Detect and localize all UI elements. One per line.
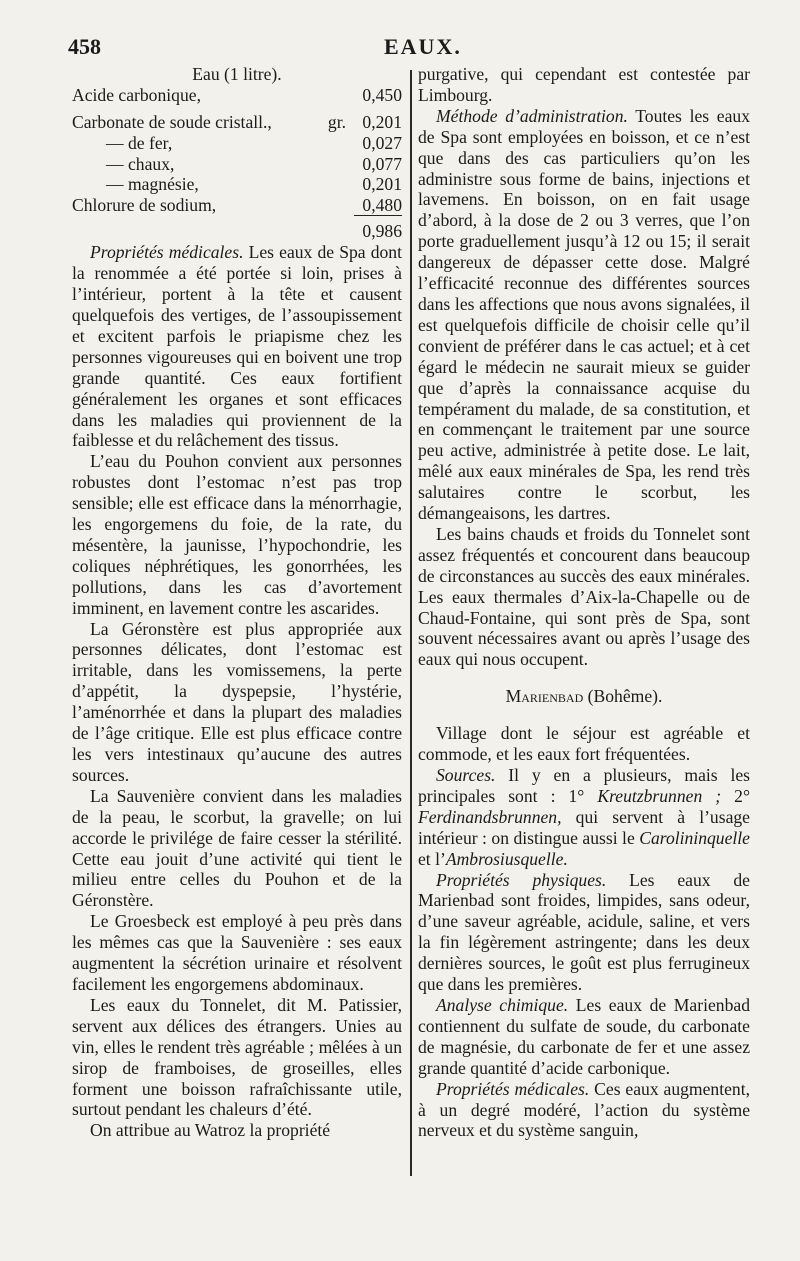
table-row: [72, 133, 402, 154]
row-value: 0,201: [362, 174, 402, 195]
paragraph: La Sauvenière convient dans les maladies de la peau, le scorbut, la gravelle; on lui accorde le privilége de faire cesser la stérilité. Cette eau jouit d’une activité qui tient le milieu entre celles du Pouhon et de la Géronstère.: [72, 785, 402, 911]
paragraph-label: Sources.: [436, 765, 496, 785]
section-region: (Bohême).: [583, 686, 663, 707]
paragraph: Village dont le séjour est agréable et commode, et les eaux fort fréquentées.: [418, 723, 750, 765]
row-unit: [310, 195, 354, 216]
paragraph-label: Propriétés physiques.: [436, 869, 607, 890]
composition-table: [72, 85, 402, 242]
row-unit: [310, 154, 354, 175]
paragraph: [418, 106, 750, 524]
paragraph-text: Les eaux de Spa dont la renommée a été portée si loin, prises à l’intérieur, portent à la tête et causent quelquefois des vertiges, de l’assoupissement et excitent parfois le priapisme chez les personnes vigoureuses qui en boivent une trop grande quantité. Ces eaux fortifient généralement les organes et sont efficaces dans les maladies qui proviennent de la faiblesse et du relâchement des tissus.: [72, 242, 402, 451]
row-value: 0,480: [354, 195, 402, 216]
paragraph-text: 2°: [721, 785, 750, 806]
column-divider: [410, 70, 412, 1176]
paragraph: Les bains chauds et froids du Tonnelet sont assez fréquentés et concourent dans beaucoup de circonstances au succès des eaux minérales. Les eaux thermales d’Aix-la-Chapelle ou de Chaud-Fontaine, qui sont près de Spa, sont souvent nécessaires avant ou après l’usage des eaux qui nous occupent.: [418, 523, 750, 670]
table-row: [72, 112, 402, 133]
paragraph-text: Les eaux de Marienbad contiennent du sulfate de soude, du carbonate de magnésie, du carbonate de fer et une assez grande quantité d’acide carbonique.: [418, 994, 750, 1078]
table-row: [72, 154, 402, 175]
row-name: — de fer,: [106, 132, 173, 153]
source-name: Carolininquelle: [639, 827, 750, 848]
row-value: 0,450: [362, 84, 402, 105]
page-header: [68, 30, 756, 62]
paragraph-text: qui servent à l’usage intérieur : on distingue aussi le: [418, 806, 750, 848]
paragraph: Le Groesbeck est employé à peu près dans les mêmes cas que la Sauvenière : ses eaux augmentent la sécrétion urinaire et résolvent facilement les engorgemens abdominaux.: [72, 911, 402, 994]
paragraph: [418, 765, 750, 870]
table-total-row: [72, 216, 402, 242]
section-heading: [418, 686, 750, 707]
source-name: Ferdinandsbrunnen,: [418, 806, 562, 827]
row-name: — chaux,: [106, 153, 175, 174]
row-value: 0,201: [362, 111, 402, 132]
table-total: 0,986: [362, 221, 402, 242]
paragraph: [72, 242, 402, 451]
right-column: [418, 64, 750, 1141]
row-name: — magnésie,: [106, 174, 199, 195]
running-head: EAUX.: [384, 34, 462, 59]
section-name: Marienbad: [505, 686, 584, 707]
paragraph: purgative, qui cependant est contestée par Limbourg.: [418, 64, 750, 105]
paragraph: [418, 870, 750, 995]
row-value: 0,077: [362, 153, 402, 174]
row-name: Acide carbonique,: [72, 84, 201, 105]
paragraph-text: et l’: [418, 848, 446, 869]
row-value: 0,027: [362, 132, 402, 153]
row-unit: [310, 133, 354, 154]
paragraph: [418, 1079, 750, 1142]
table-row: [72, 195, 402, 216]
row-name: Carbonate de soude cristall.,: [72, 111, 272, 132]
paragraph: On attribue au Watroz la propriété: [90, 1120, 331, 1141]
left-column: [72, 64, 402, 1141]
table-row: [72, 85, 402, 106]
row-unit: [310, 174, 354, 195]
source-name: Kreutzbrunnen ;: [597, 785, 722, 806]
paragraph: Les eaux du Tonnelet, dit M. Patissier, servent aux délices des étrangers. Unies au vin, elles le rendent très agréable ; mêlées à un sirop de framboises, de groseilles, elles forment une boisson rafraîchissante utile, surtout pendant les chaleurs d’été.: [72, 994, 402, 1120]
row-name: Chlorure de sodium,: [72, 195, 217, 216]
paragraph-label: Propriétés médicales.: [90, 242, 244, 263]
page-number: 458: [68, 34, 101, 59]
source-name: Ambrosiusquelle.: [445, 848, 568, 869]
paragraph: La Géronstère est plus appropriée aux personnes délicates, dont l’estomac est irritable, dans les vomissemens, la perte d’appétit, la dyspepsie, l’hystérie, l’aménorrhée et dans la plupart des maladies de l’âge critique. Elle est plus efficace contre les vers intestinaux qu’aucune des autres sources.: [72, 618, 402, 785]
paragraph-text: Toutes les eaux de Spa sont employées en boisson, et ce n’est que dans des cas particuliers qu’on les administre sous forme de bains, injections et lavemens. En boisson, on en fait usage d’abord, à la dose de 2 ou 3 verres, que l’on porte graduellement jusqu’à 12 ou 15; il serait dangereux de dépasser cette dose. Malgré l’efficacité reconnue des différentes sources dans les affections que nous avons signalées, il est quelquefois difficile de choisir celle qu’il convient de préférer dans le cas actuel; et à cet égard le médecin ne saurait mieux se guider que d’après la connaissance acquise du tempérament du malade, de sa constitution, et en commençant le traitement par une source peu active, administrée à petite dose. Le lait, mêlé aux eaux minérales de Spa, les rend très salutaires contre le scorbut, les démangeaisons, les dartres.: [418, 105, 750, 524]
paragraph-text: Les eaux de Marienbad sont froides, limpides, sans odeur, d’une saveur agréable, acidule, saline, et vers la fin légèrement astringente; dans les deux dernières sources, le goût est plus ferrugineux que dans les premières.: [418, 869, 750, 995]
paragraph-label: Méthode d’administration.: [436, 105, 628, 126]
paragraph-text: Il y en a plusieurs, mais les principales sont : 1°: [418, 765, 750, 806]
table-title: Eau (1 litre).: [192, 64, 282, 84]
paragraph-text: Ces eaux augmentent, à un degré modéré, l’action du système nerveux et du système sanguin,: [418, 1078, 750, 1141]
row-unit: gr.: [327, 111, 346, 132]
row-unit: [310, 85, 354, 106]
paragraph: [418, 995, 750, 1079]
paragraph: L’eau du Pouhon convient aux personnes robustes dont l’estomac n’est pas trop sensible; elle est efficace dans la ménorrhagie, les engorgemens du foie, de la rate, du mésentère, la jaunisse, l’hypochondrie, les coliques néphrétiques, les gonorrhées, les pollutions, dans les cas d’avortement imminent, en lavement contre les ascarides.: [72, 451, 402, 618]
paragraph-label: Propriétés médicales.: [436, 1078, 590, 1099]
paragraph-label: Analyse chimique.: [436, 994, 569, 1015]
table-row: [72, 174, 402, 195]
